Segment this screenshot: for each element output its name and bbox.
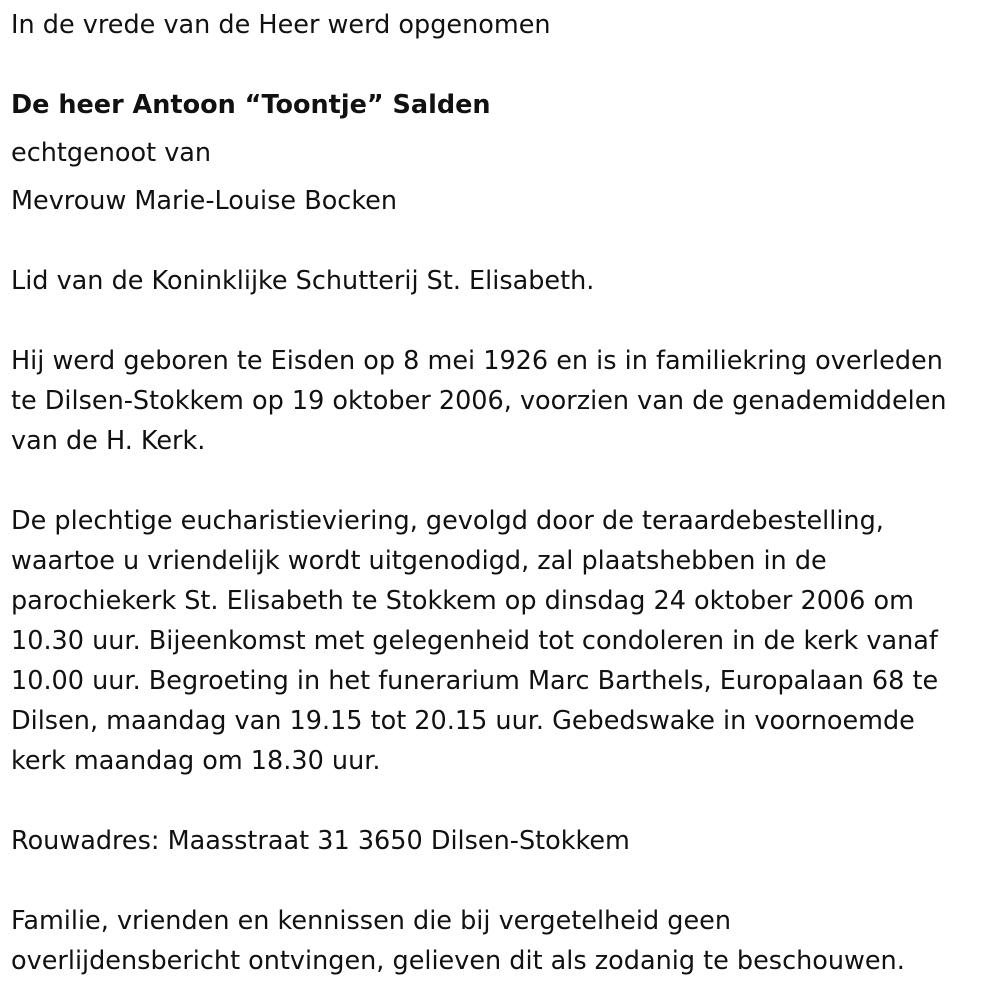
paragraph-line: van de H. Kerk. [11, 426, 206, 456]
paragraph-line: 10.30 uur. Bijeenkomst met gelegenheid tot condoleren in de kerk vanaf [11, 626, 938, 656]
paragraph-line: 10.00 uur. Begroeting in het funerarium Marc Barthels, Europalaan 68 te [11, 666, 939, 696]
paragraph-line: Familie, vrienden en kennissen die bij vergetelheid geen [11, 906, 731, 936]
paragraph-line: waartoe u vriendelijk wordt uitgenodigd, zal plaatshebben in de [11, 546, 827, 576]
paragraph-line: Hij werd geboren te Eisden op 8 mei 1926 en is in familiekring overleden [11, 346, 943, 376]
intro-text: In de vrede van de Heer werd opgenomen [11, 10, 551, 40]
spouse-name: Mevrouw Marie-Louise Bocken [11, 186, 398, 216]
membership-text: Lid van de Koninklijke Schutterij St. Elisabeth. [11, 266, 595, 296]
deceased-name: De heer Antoon “Toontje” Salden [11, 90, 491, 120]
spouse-label: echtgenoot van [11, 138, 212, 168]
paragraph-line: te Dilsen-Stokkem op 19 oktober 2006, voorzien van de genademiddelen [11, 386, 947, 416]
paragraph-line: Dilsen, maandag van 19.15 tot 20.15 uur. Gebedswake in voornoemde [11, 706, 915, 736]
paragraph-line: De plechtige eucharistieviering, gevolgd door de teraardebestelling, [11, 506, 884, 536]
mourning-address: Rouwadres: Maasstraat 31 3650 Dilsen-Stokkem [11, 826, 630, 856]
paragraph-line: overlijdensbericht ontvingen, gelieven dit als zodanig te beschouwen. [11, 946, 905, 976]
paragraph-line: parochiekerk St. Elisabeth te Stokkem op dinsdag 24 oktober 2006 om [11, 586, 914, 616]
paragraph-line: kerk maandag om 18.30 uur. [11, 746, 381, 776]
